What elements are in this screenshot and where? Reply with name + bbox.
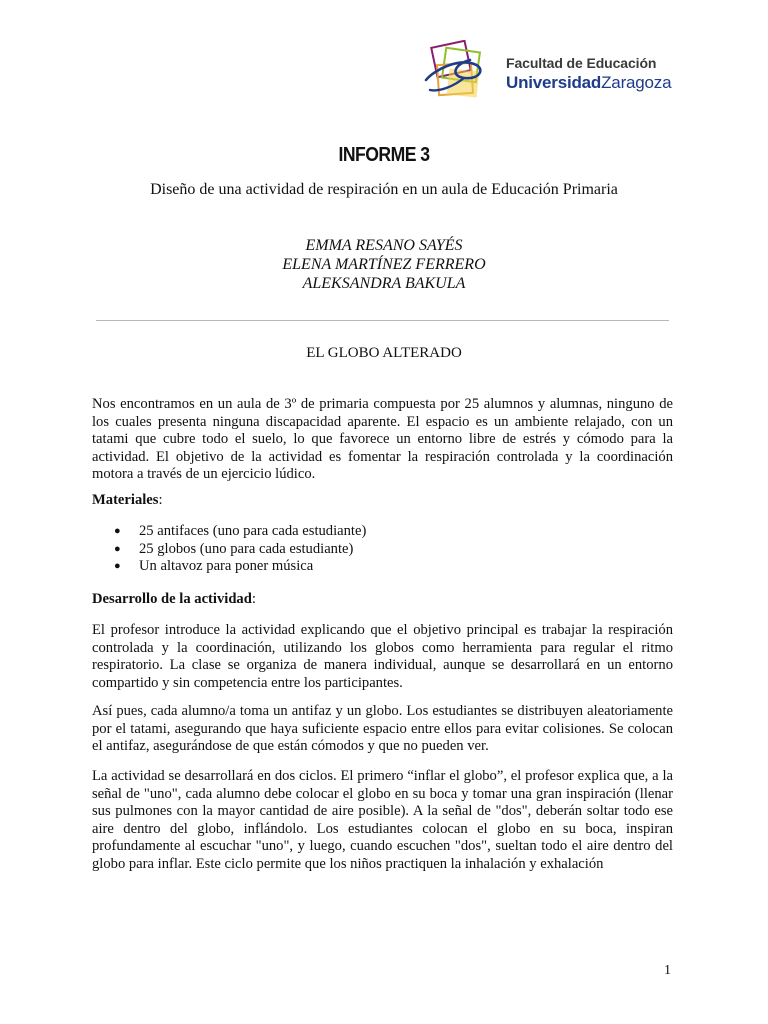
materials-heading: Materiales: (92, 492, 163, 508)
list-item-text: 25 globos (uno para cada estudiante) (139, 540, 354, 557)
report-title: INFORME 3 (338, 144, 430, 166)
author-list (0, 236, 768, 293)
author-name: ELENA MARTÍNEZ FERRERO (282, 256, 486, 273)
materials-list (92, 523, 673, 576)
faculty-name: Facultad de Educación (506, 55, 657, 71)
desarrollo-label: Desarrollo de la actividad (92, 591, 252, 607)
faculty-emblem-icon (414, 40, 504, 104)
bullet-icon: ● (114, 560, 121, 572)
author-name: ALEKSANDRA BAKULA (302, 275, 466, 292)
desarrollo-paragraph-2: Así pues, cada alumno/a toma un antifaz y un globo. Los estudiantes se distribuyen aleatoriamente por el tatami, asegurando que haya suficiente espacio entre ellos para evitar colisiones. Se colocan el antifaz, asegurándose de que están cómodos y que no pueden ver. (92, 703, 673, 754)
list-item-text: Un altavoz para poner música (139, 558, 314, 574)
bullet-icon: ● (114, 542, 121, 555)
list-item (92, 523, 673, 541)
desarrollo-paragraph-3: La actividad se desarrollará en dos ciclos. El primero “inflar el globo”, el profesor explica que, a la señal de "uno", cada alumno debe colocar el globo en su boca y tomar una gran inspiración (llenar sus pulmones con la mayor cantidad de aire posible). A la señal de "dos", deberán soltar todo ese aire dentro del globo, inflándolo. Los estudiantes colocan el globo en su boca, inspiran profundamente al escuchar "uno", y luego, cuando escuchen "dos", sueltan todo el aire dentro del globo para inflar. Este ciclo permite que los niños practiquen la inhalación y exhalación (92, 768, 673, 872)
university-name-regular: Zaragoza (601, 73, 672, 92)
author-name: EMMA RESANO SAYÉS (305, 237, 463, 254)
list-item-text: 25 antifaces (uno para cada estudiante) (139, 523, 367, 539)
report-subtitle: Diseño de una actividad de respiración en un aula de Educación Primaria (150, 181, 618, 198)
university-logo (414, 40, 676, 104)
bullet-icon: ● (114, 525, 121, 537)
desarrollo-heading: Desarrollo de la actividad: (92, 591, 256, 607)
logo-text (506, 54, 671, 94)
materials-label: Materiales (92, 492, 159, 508)
activity-title: EL GLOBO ALTERADO (306, 345, 462, 361)
page-number: 1 (664, 963, 671, 978)
horizontal-divider (96, 320, 669, 321)
university-name (506, 72, 671, 94)
desarrollo-paragraph-1: El profesor introduce la actividad explicando que el objetivo principal es trabajar la respiración controlada y la coordinación, utilizando los globos como herramienta para regular el ritmo respiratorio. La clase se organiza de manera individual, aunque se desarrollará en un entorno compartido y sin competencia entre los participantes. (92, 622, 673, 691)
university-name-bold: Universidad (506, 73, 602, 92)
list-item (92, 541, 673, 559)
list-item (92, 558, 673, 576)
intro-paragraph: Nos encontramos en un aula de 3º de primaria compuesta por 25 alumnos y alumnas, ninguno de los cuales presenta ninguna discapacidad aparente. El espacio es un ambiente relajado, con un tatami que cubre todo el suelo, lo que favorece un entorno libre de estrés y cómodo para la actividad. El objetivo de la actividad es fomentar la respiración controlada y la coordinación motora a través de un ejercicio lúdico. (92, 396, 673, 482)
